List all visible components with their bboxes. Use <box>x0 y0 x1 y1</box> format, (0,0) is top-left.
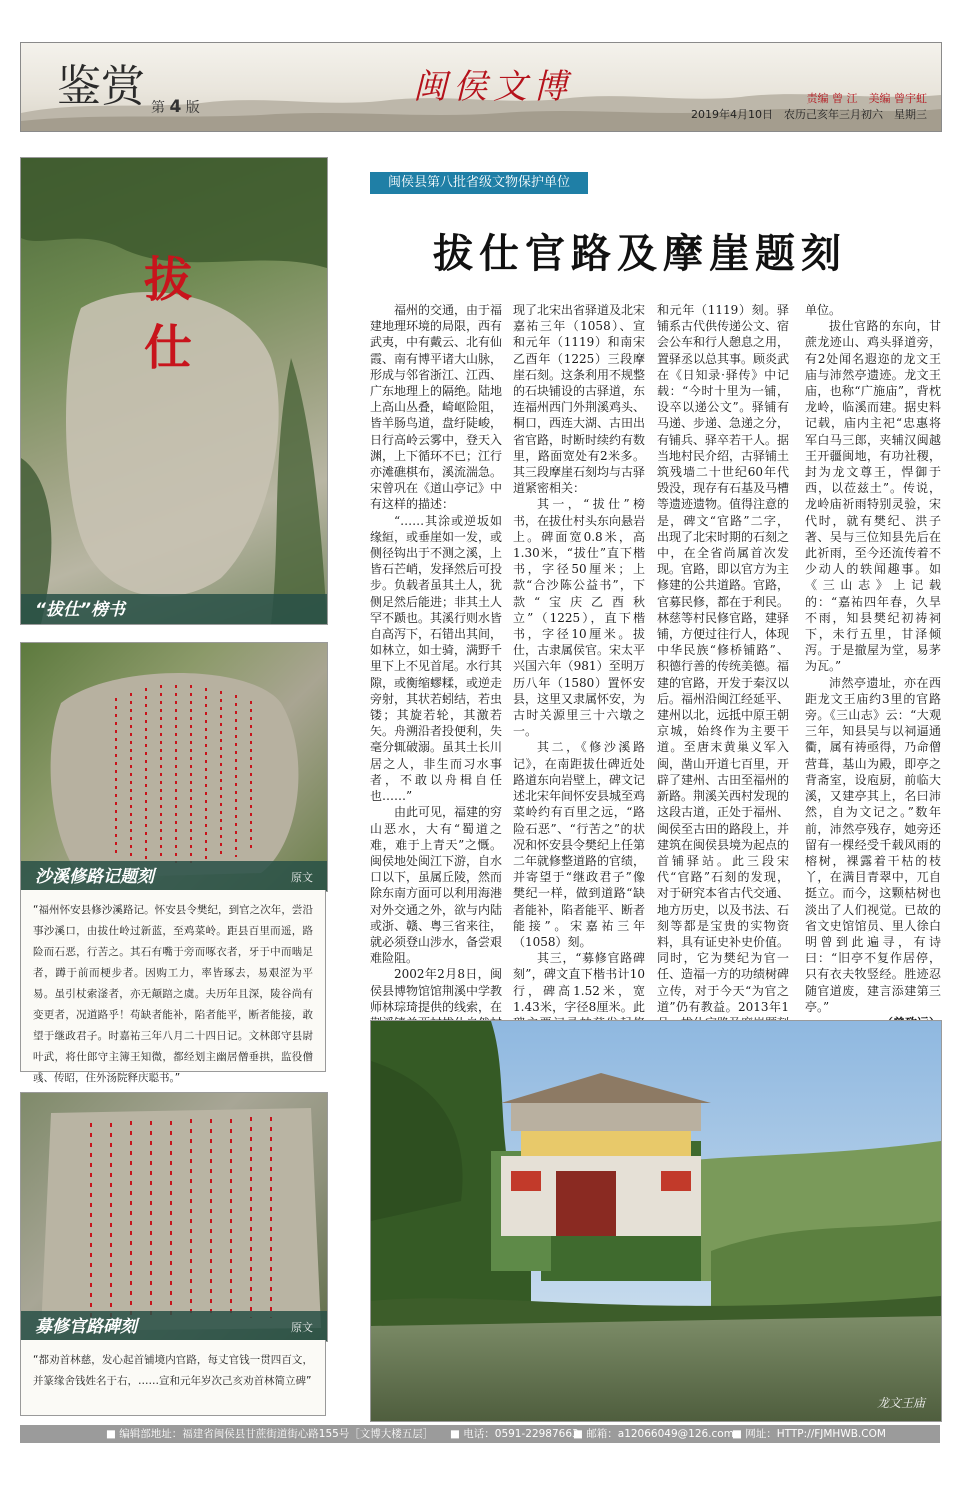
paragraph: 其一，“拔仕”榜书，在拔仕村头东向悬岩上。碑面宽0.8米，高1.30米，“拔仕”直下楷书，字径50厘米；上款“合沙陈公益书”，下款“宝庆乙酉秋立”（1225），直下楷书，字径10厘米。拔仕，古隶属侯官。宋太平兴国六年（981）至明万历八年（1580）置怀安县，这里又隶属怀安，为古时关源里三十六墩之一。 <box>513 497 646 739</box>
article-column-2 <box>513 302 645 1012</box>
photo-source: 原文 <box>291 871 313 884</box>
photo-muxiu-rock-graphic <box>21 1093 327 1341</box>
photo-bashi-inscription <box>20 157 328 625</box>
editor-info <box>691 91 927 123</box>
version-number: 4 <box>169 97 182 117</box>
page-version <box>151 97 200 117</box>
photo-shaxi-inscription <box>20 642 328 892</box>
paragraph: 其二，《修沙溪路记》，在南距拔仕碑近处路道东向岩壁上，碑文记述北宋年间怀安县城至鸡菜岭约有百里之远，“路险石恶”、“行苦之”的状况和怀安县令樊纪上任第二年就修整道路的官绩，并寄望于“继政君子”像樊纪一样，做到道路“缺者能补，陷者能平、断者能接”。宋嘉祐三年（1058）刻。 <box>513 740 646 949</box>
photo-source: 原文 <box>291 1321 313 1334</box>
column-title: 闽侯文博 <box>413 67 573 107</box>
photo-longwen-temple <box>370 1020 942 1422</box>
paragraph: 2002年2月8日，闽侯县博物馆馆荆溪中学教师林琮琦提供的线索，在 <box>370 967 503 1014</box>
version-suffix: 版 <box>185 100 200 116</box>
masthead <box>20 42 942 132</box>
photo-bashi-rock-graphic <box>21 158 327 624</box>
photo-muxiu-inscription <box>20 1092 328 1342</box>
muxiu-quote: “都劝首林慈，发心起首铺境内官路，每丈官钱一贯四百文，并篆缘舍钱姓名于右，……宣和元年岁次己亥劝首林简立碑” <box>20 1340 326 1416</box>
photo-caption: “拔仕”榜书 <box>35 600 125 620</box>
version-prefix: 第 <box>151 100 165 116</box>
paragraph: 拔仕官路的东向，甘蔗龙迹山、鸡头驿道旁，有2处闻名遐迩的龙文王庙与沛然亭遗迹。龙文王庙，也称“广施庙”，背枕龙岭，临溪而建。据史料记载，庙内主祀“忠惠将军白马三郎，夹辅汉闽越王开疆闽地，有功社稷，封为龙文尊王，悍御于西，以莅兹土”。传说，龙岭庙祈雨特别灵验，宋代时，就有樊纪、洪子著、吴与三位知县先后在此祈雨，至今还流传着不少动人的轶闻趣事。如《三山志》上记载的：“嘉祐四年春，久旱不雨，知县樊纪初祷祠下，未行五里，甘泽倾泻。于是撤屋为堂，易茅为瓦。” <box>805 319 941 674</box>
paragraph: 福州的交通，由于福建地理环境的局限，西有武夷，中有戴云、北有仙霞、南有博平诸大山脉，形成与邻省浙江、江西、广东地理上的隔绝。陆地上高山丛叠，崎岖险阻，皆羊肠鸟道，盘纡陡峻，日行高岭云雾中，登天入渊，上下循环不已；江行亦滩礁棋布，溪流湍急。宋曾巩在《道山亭记》中有这样的描述： <box>370 303 503 512</box>
paragraph: 由此可见，福建的穷山恶水，大有“蜀道之难，难于上青天”之慨。闽侯地处闽江下游，自水口以下，虽属丘陵，然而除东南方面可以利用海港对外交通之外，欲与内陆或浙、赣、粤三省来往，就必须登山涉水，备尝艰难险阻。 <box>370 805 503 966</box>
column-seal-logo: 鉴赏 <box>57 61 145 112</box>
photo-caption: 募修官路碑刻 <box>35 1317 137 1337</box>
paragraph: “……其涂或逆坂如缘絙，或垂崖如一发，或侧径钩出于不测之溪，上皆石芒峭，发择然后可投步。负载者虽其土人，犹侧足然后能进；非其土人罕不踬也。其溪行则水皆自高泻下，石错出其间，如林立，如士骑，满野千里下上不见首尾。水行其隙，或衡缩蟉糅，或逆走旁射，其状若蚓结，若虫镂；其旋若轮，其激若矢。舟溯沿者投便利，失毫分辄破溺。虽其土长川居之人，非生而习水事者，不敢以舟楫自任也……” <box>370 513 503 804</box>
article-tag: 闽侯县第八批省级文物保护单位 <box>370 172 588 194</box>
photo-shaxi-rock-graphic <box>21 643 327 891</box>
paragraph: 单位。 <box>805 303 842 317</box>
carved-characters: 拔仕 <box>143 252 192 376</box>
paragraph: 其三，“募修官路碑刻”，碑文直下楷书计10行，碑高1.52米，宽1.43米，字径8厘米。此 <box>513 951 645 1014</box>
article-column-3 <box>657 302 789 1012</box>
paragraph: 现了北宋出省驿道及北宋嘉祐三年（1058）、宣和元年（1119）和南宋乙酉年（1225）三段摩崖石刻。这条利用不规整的石块铺设的古驿道，东连福州西门外荆溪鸡头、桐口，西连大湖、古田出省官路，时断时续约有数里，路面宽处有2米多。其三段摩崖石刻均与古驿道紧密相关： <box>513 303 646 496</box>
article-column-1 <box>370 302 502 1012</box>
footer-email: ■ 邮箱：a12066049@126.com <box>573 1428 734 1440</box>
shaxi-quote: “福州怀安县修沙溪路记。怀安县令樊纪，到官之次年，尝沿事沙溪口，由拔仕岭过新蓝，至鸡菜岭。距县百里而遥，路险而石恶，行苦之。其石有嘴于旁而啄衣者，牙于中而啮足者，蹲于前而梗步者。因购工力，率皆琢去，易艰涩为平易。虽引杖索滏者，亦无颠踣之虞。夫历年且深，陵谷尚有变更者，况道路乎！苟缺者能补，陷者能平，断者能接，敢望于继政君子。时嘉祐三年八月二十四日记。文林郎守县尉叶武，将仕郎守主簿王知微，都经划主幽居僧垂拱，监役僧彧、传昭，住外汤院释庆聪书。” <box>20 890 326 1072</box>
paragraph: 和元年（1119）刻。驿铺系古代供传递公文、宿会公车和行人憩息之用，置驿丞以总其事。顾炎武在《日知录·驿传》中记载：“今时十里为一铺，设卒以递公文”。驿铺有马递、步递、急递之分，有铺兵、驿卒若干人。据当地村民介绍，古驿铺土筑残墙二十世纪60年代毁没，现存有石基及马槽等遗迹遗物。值得注意的是，碑文“官路”二字，出现了北宋时期的石刻之中，在全省尚属首次发现。官路，即以官方为主修建的公共道路。官路，官募民修，都在于利民。林慈等村民修官路，建驿铺，方便过往行人，体现中华民族“修桥铺路”、积德行善的传统美德。福建的官路，开发于秦汉以后。福州沿闽江经延平、建州以北，远抵中原王朝京城，始终作为主要干道。至唐末黄巢义军入闽，凿山开道七百里，开辟了建州、古田至福州的新路。荆溪关西村发现的这段古道，正处于福州、闽侯至古田的路段上，并建筑在闽侯县境为起点的首铺驿站。此三段宋代“官路”石刻的发现，对于研究本省古代交通、地方历史，以及书法、石刻等都是宝贵的实物资料，具有证史补史价值。同时，它为樊纪为官一任、造福一方的功绩树碑立传，对于今天“为官之道”仍有教益。2013年1 <box>657 303 790 1014</box>
footer-bar <box>20 1425 940 1443</box>
footer-address: ■ 编辑部地址：福建省闽侯县甘蔗街道街心路155号［文博大楼五层］ <box>106 1428 434 1440</box>
article-headline: 拔仕官路及摩崖题刻 <box>433 230 847 277</box>
date-line: 2019年4月10日 农历己亥年三月初六 星期三 <box>691 108 927 121</box>
editors-line: 责编 曾 江 美编 曾宇虹 <box>806 92 927 105</box>
temple-landscape-graphic <box>371 1021 941 1421</box>
photo-watermark: 龙文王庙 <box>876 1396 925 1410</box>
footer-phone: ■ 电话：0591-22987663 <box>450 1428 579 1440</box>
footer-web: ■ 网址：HTTP://FJMHWB.COM <box>732 1428 886 1440</box>
photo-caption: 沙溪修路记题刻 <box>35 867 154 887</box>
paragraph: 沛然亭遗址，亦在西距龙文王庙约3里的官路旁。《三山志》云：“大观三年，知县吴与以祠逼通衢，属有祷亟得，乃命僧营葺，基山为殿，即亭之背斋室，设庖厨，前临大溪，又建亭其上，名曰沛然，自为文记之。”数年前，沛然亭残存，她旁还留有一棵经受千载风雨的榕树，裸露着干枯的枝丫，在满目青翠中，兀自挺立。而今，这颗枯树也淡出了人们视觉。已故的省文史馆馆员、里人徐白明曾到此遍寻，有诗曰：“旧亭不复作居停，只有衣夫牧竖经。胜迹忍随官道废，建言添建第三亭。” <box>805 675 941 1014</box>
article-column-4 <box>805 302 941 1012</box>
